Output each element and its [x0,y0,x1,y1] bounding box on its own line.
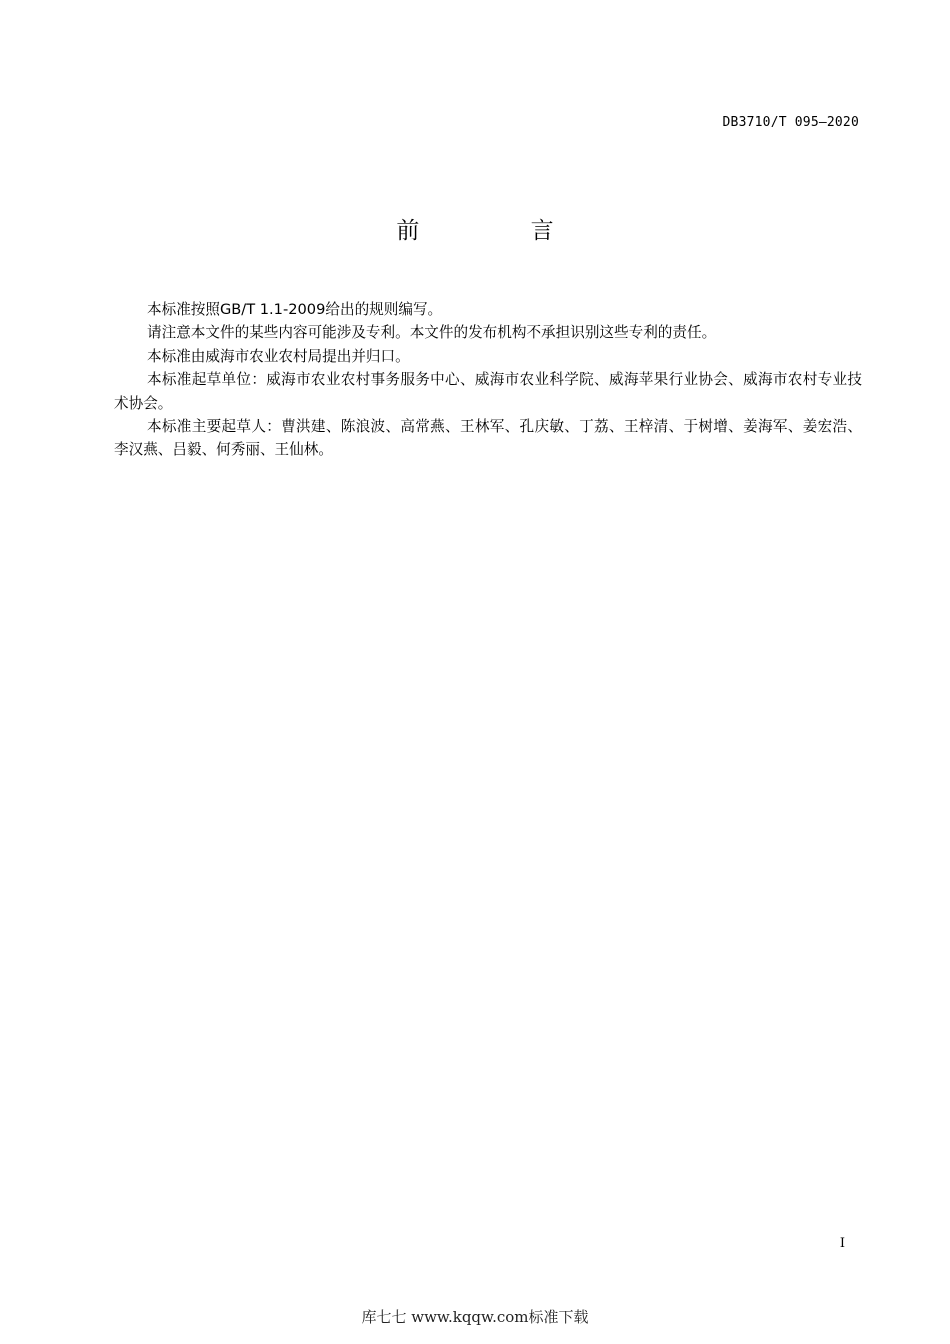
paragraph-drafting-rules: 本标准按照GB/T 1.1-2009给出的规则编写。 [147,301,443,318]
paragraph-drafters: 本标准主要起草人：曹洪建、陈浪波、高常燕、王林军、孔庆敏、丁荔、王梓清、于树增、姜海军、姜宏浩、李汉燕、吕毅、何秀丽、王仙林。 [114,418,862,459]
paragraph-patent-notice: 请注意本文件的某些内容可能涉及专利。本文件的发布机构不承担识别这些专利的责任。 [147,324,717,342]
document-code: DB3710/T 095—2020 [722,115,859,130]
foreword-body [114,298,862,462]
footer-watermark: 库七七 www.kqqw.com标准下载 [361,1308,589,1326]
page-number: I [839,1236,845,1251]
paragraph-proposer: 本标准由威海市农业农村局提出并归口。 [147,347,410,365]
page-title: 前 言 [396,218,606,244]
paragraph-drafting-units: 本标准起草单位：威海市农业农村事务服务中心、威海市农业科学院、威海苹果行业协会、威海市农村专业技术协会。 [114,371,862,412]
